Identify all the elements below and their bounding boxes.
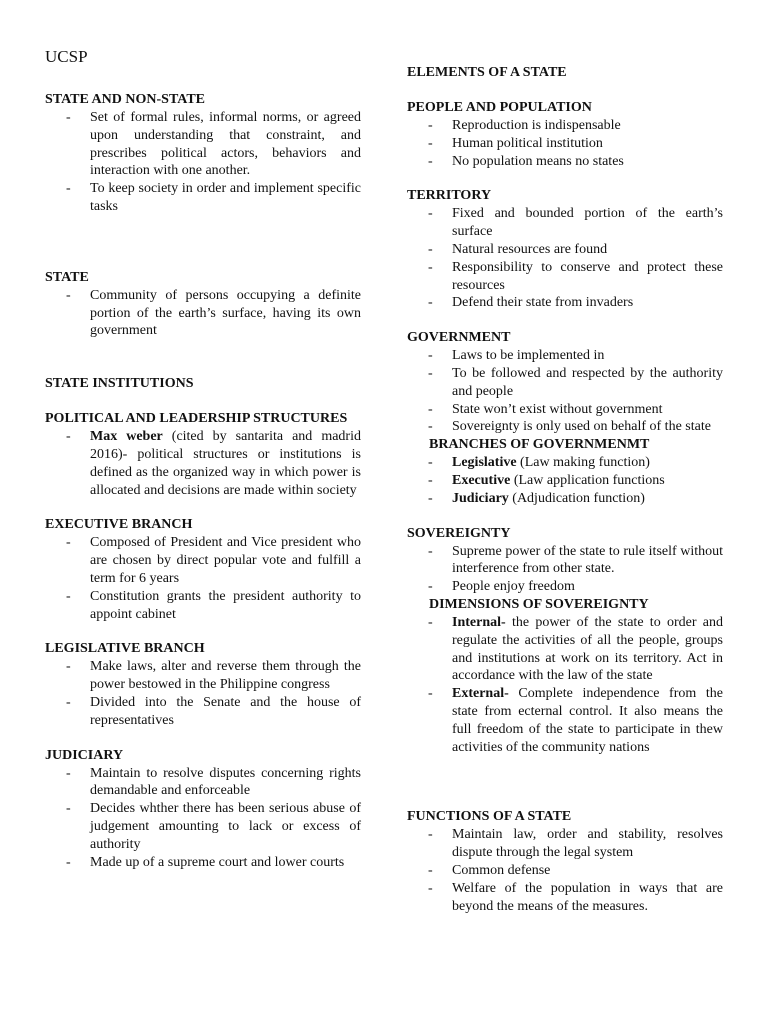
section-heading: STATE INSTITUTIONS — [45, 376, 194, 392]
bold-term: Internal- — [452, 614, 506, 630]
section-heading: FUNCTIONS OF A STATE — [407, 809, 572, 825]
list-item: - Responsibility to conserve and protect these resources — [407, 259, 723, 295]
item-text: (Law making function) — [516, 455, 650, 471]
bold-term: External- — [452, 686, 509, 702]
list-item: - Laws to be implemented in — [407, 347, 723, 365]
section-heading: POLITICAL AND LEADERSHIP STRUCTURES — [45, 411, 348, 427]
list-item: - Composed of President and Vice president who are chosen by direct popular vote and fulfill a term for 6 years — [45, 534, 361, 587]
column-title: ELEMENTS OF A STATE — [407, 65, 567, 80]
bullet-list — [407, 205, 723, 312]
bold-term: Executive — [452, 472, 511, 488]
item-text: the power of the state to order and regulate the activities of all the people, groups and institutions at work on its territory. Act in accordance with the law of the state — [452, 614, 723, 684]
bullet-list — [45, 765, 361, 872]
list-item — [407, 472, 723, 490]
subsection-heading: DIMENSIONS OF SOVEREIGNTY — [429, 596, 649, 612]
section-heading: TERRITORY — [407, 188, 492, 204]
list-item: - Set of formal rules, informal norms, or agreed upon understanding that constraint, and prescribes political actors, behaviors and interaction with one another. — [45, 109, 361, 180]
list-item — [407, 490, 723, 508]
bullet-list — [407, 543, 723, 596]
bullet-list — [45, 658, 361, 729]
list-item: - People enjoy freedom — [407, 578, 723, 596]
section-judiciary — [45, 747, 361, 872]
item-text: (Adjudication function) — [508, 490, 645, 506]
section-territory — [407, 187, 723, 312]
list-item: - Sovereignty is only used on behalf of the state — [407, 418, 723, 436]
section-political-leadership — [45, 410, 361, 499]
section-heading: JUDICIARY — [45, 747, 124, 763]
list-item: - To be followed and respected by the authority and people — [407, 365, 723, 401]
bullet-list — [45, 428, 361, 499]
item-text: (Law application functions — [510, 472, 665, 488]
list-item: - Common defense — [407, 862, 723, 880]
list-item: - Supreme power of the state to rule itself without interference from other state. — [407, 543, 723, 579]
bullet-list — [407, 614, 723, 756]
bullet-list — [407, 454, 723, 507]
item-text: (cited by santarita and madrid 2016)- political structures or institutions is defined as the organized way in which power is allocated and decisions are made within society — [90, 429, 361, 498]
bullet-list — [407, 347, 723, 436]
left-column — [45, 46, 361, 871]
list-item — [407, 685, 723, 756]
list-item: - Natural resources are found — [407, 241, 723, 259]
section-government — [407, 329, 723, 507]
section-heading: LEGISLATIVE BRANCH — [45, 641, 205, 657]
section-legislative-branch — [45, 640, 361, 729]
section-state-and-non-state — [45, 91, 361, 216]
list-item: - Reproduction is indispensable — [407, 117, 723, 135]
list-item: - Divided into the Senate and the house of representatives — [45, 694, 361, 730]
list-item: - Defend their state from invaders — [407, 294, 723, 312]
section-heading: STATE — [45, 269, 89, 285]
list-item — [407, 614, 723, 685]
list-item: - No population means no states — [407, 153, 723, 171]
list-item: - Maintain law, order and stability, resolves dispute through the legal system — [407, 826, 723, 862]
section-sovereignty — [407, 525, 723, 757]
list-item: - Community of persons occupying a definite portion of the earth’s surface, having its own government — [45, 287, 361, 340]
item-text: Complete independence from the state from ecternal control. It also means the full freedom of the state to participate in thew activities of the community nations — [452, 686, 723, 755]
section-state — [45, 269, 361, 340]
section-heading: GOVERNMENT — [407, 330, 511, 346]
section-functions — [407, 808, 723, 915]
section-heading: SOVEREIGNTY — [407, 525, 511, 541]
list-item: - Constitution grants the president authority to appoint cabinet — [45, 588, 361, 624]
list-item: - To keep society in order and implement specific tasks — [45, 180, 361, 216]
bullet-list — [45, 287, 361, 340]
list-item: - Maintain to resolve disputes concerning rights demandable and enforceable — [45, 765, 361, 801]
section-state-institutions — [45, 375, 361, 393]
section-heading: PEOPLE AND POPULATION — [407, 100, 592, 115]
list-item: - Fixed and bounded portion of the earth’s surface — [407, 205, 723, 241]
list-item — [407, 454, 723, 472]
list-item: - Made up of a supreme court and lower courts — [45, 854, 361, 872]
list-item: - Welfare of the population in ways that are beyond the means of the measures. — [407, 880, 723, 916]
section-executive-branch — [45, 516, 361, 623]
list-item: - Human political institution — [407, 135, 723, 153]
bold-term: Legislative — [452, 455, 517, 471]
document-title: UCSP — [45, 47, 88, 66]
section-heading: EXECUTIVE BRANCH — [45, 517, 193, 533]
list-item: - Make laws, alter and reverse them through the power bestowed in the Philippine congress — [45, 658, 361, 694]
bullet-list — [45, 534, 361, 623]
bold-term: Max weber — [90, 429, 163, 445]
subsection-heading: BRANCHES OF GOVERNMENMT — [429, 437, 650, 453]
right-column — [407, 64, 723, 915]
list-item: - Decides whther there has been serious abuse of judgement amounting to lack or excess of authority — [45, 800, 361, 853]
list-item: - State won’t exist without government — [407, 401, 723, 419]
section-people-population — [407, 99, 723, 170]
section-heading: STATE AND NON-STATE — [45, 92, 205, 107]
bullet-list — [407, 117, 723, 170]
bold-term: Judiciary — [452, 490, 509, 506]
bullet-list — [407, 826, 723, 915]
list-item — [45, 428, 361, 499]
bullet-list — [45, 109, 361, 216]
